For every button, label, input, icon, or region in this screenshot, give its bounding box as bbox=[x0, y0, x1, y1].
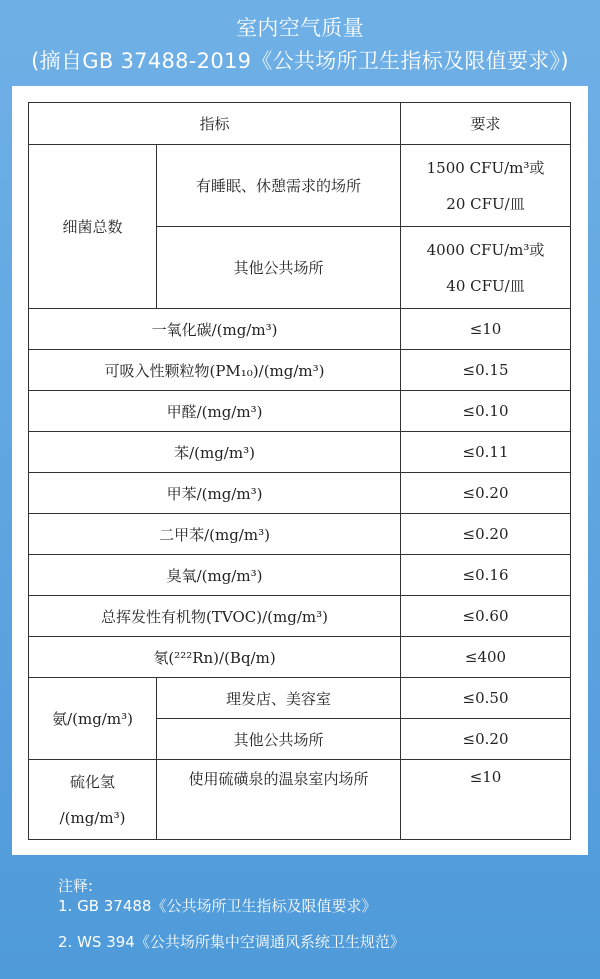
row-req: ≤10 bbox=[401, 309, 571, 350]
row-label: 苯/(mg/m³) bbox=[29, 432, 401, 473]
ammonia-sub1-req: ≤0.50 bbox=[401, 678, 571, 719]
table-header-row bbox=[29, 103, 571, 145]
table-row bbox=[29, 350, 571, 391]
h2s-req: ≤10 bbox=[401, 760, 571, 840]
row-req: ≤0.20 bbox=[401, 514, 571, 555]
row-label: 臭氧/(mg/m³) bbox=[29, 555, 401, 596]
bacteria-sub1-req-b: 20 CFU/皿 bbox=[446, 194, 525, 213]
table-row bbox=[29, 473, 571, 514]
table-row bbox=[29, 514, 571, 555]
h2s-label-b: /(mg/m³) bbox=[59, 808, 126, 827]
row-label: 氡(²²²Rn)/(Bq/m) bbox=[29, 637, 401, 678]
page-title: 室内空气质量 bbox=[236, 16, 364, 40]
ammonia-sub2-req: ≤0.20 bbox=[401, 719, 571, 760]
table-card bbox=[12, 86, 588, 855]
row-req: ≤0.16 bbox=[401, 555, 571, 596]
bacteria-sub2-req-b: 40 CFU/皿 bbox=[446, 276, 525, 295]
air-quality-table bbox=[28, 102, 571, 840]
h2s-sub-label: 使用硫磺泉的温泉室内场所 bbox=[157, 760, 401, 840]
row-req: ≤0.60 bbox=[401, 596, 571, 637]
table-row bbox=[29, 678, 571, 719]
table-row bbox=[29, 391, 571, 432]
bacteria-sub1-label: 有睡眠、休憩需求的场所 bbox=[157, 145, 401, 227]
table-row bbox=[29, 555, 571, 596]
notes-heading: 注释: bbox=[58, 877, 94, 895]
row-label: 总挥发性有机物(TVOC)/(mg/m³) bbox=[29, 596, 401, 637]
h2s-label-a: 硫化氢 bbox=[69, 772, 115, 791]
notes bbox=[58, 876, 405, 952]
header-requirement: 要求 bbox=[401, 103, 571, 145]
header-indicator: 指标 bbox=[29, 103, 401, 145]
table-row bbox=[29, 637, 571, 678]
bacteria-sub2-req bbox=[401, 227, 571, 309]
table-row bbox=[29, 145, 571, 227]
table-row bbox=[29, 309, 571, 350]
bacteria-sub2-label: 其他公共场所 bbox=[157, 227, 401, 309]
ammonia-label: 氨/(mg/m³) bbox=[29, 678, 157, 760]
note-item: 1. GB 37488《公共场所卫生指标及限值要求》 bbox=[58, 897, 377, 915]
table-row bbox=[29, 596, 571, 637]
row-req: ≤0.10 bbox=[401, 391, 571, 432]
bacteria-label: 细菌总数 bbox=[29, 145, 157, 309]
h2s-label bbox=[29, 760, 157, 840]
bacteria-sub1-req-a: 1500 CFU/m³或 bbox=[426, 158, 545, 177]
row-label: 甲苯/(mg/m³) bbox=[29, 473, 401, 514]
ammonia-sub2-label: 其他公共场所 bbox=[157, 719, 401, 760]
note-item: 2. WS 394《公共场所集中空调通风系统卫生规范》 bbox=[58, 933, 405, 951]
row-label: 可吸入性颗粒物(PM₁₀)/(mg/m³) bbox=[29, 350, 401, 391]
row-req: ≤0.20 bbox=[401, 473, 571, 514]
row-label: 二甲苯/(mg/m³) bbox=[29, 514, 401, 555]
row-req: ≤0.11 bbox=[401, 432, 571, 473]
bacteria-sub2-req-a: 4000 CFU/m³或 bbox=[426, 240, 545, 259]
row-label: 一氧化碳/(mg/m³) bbox=[29, 309, 401, 350]
page-subtitle: (摘自GB 37488-2019《公共场所卫生指标及限值要求》) bbox=[31, 49, 569, 73]
table-row bbox=[29, 760, 571, 840]
row-label: 甲醛/(mg/m³) bbox=[29, 391, 401, 432]
bacteria-sub1-req bbox=[401, 145, 571, 227]
table-row bbox=[29, 432, 571, 473]
row-req: ≤0.15 bbox=[401, 350, 571, 391]
ammonia-sub1-label: 理发店、美容室 bbox=[157, 678, 401, 719]
row-req: ≤400 bbox=[401, 637, 571, 678]
